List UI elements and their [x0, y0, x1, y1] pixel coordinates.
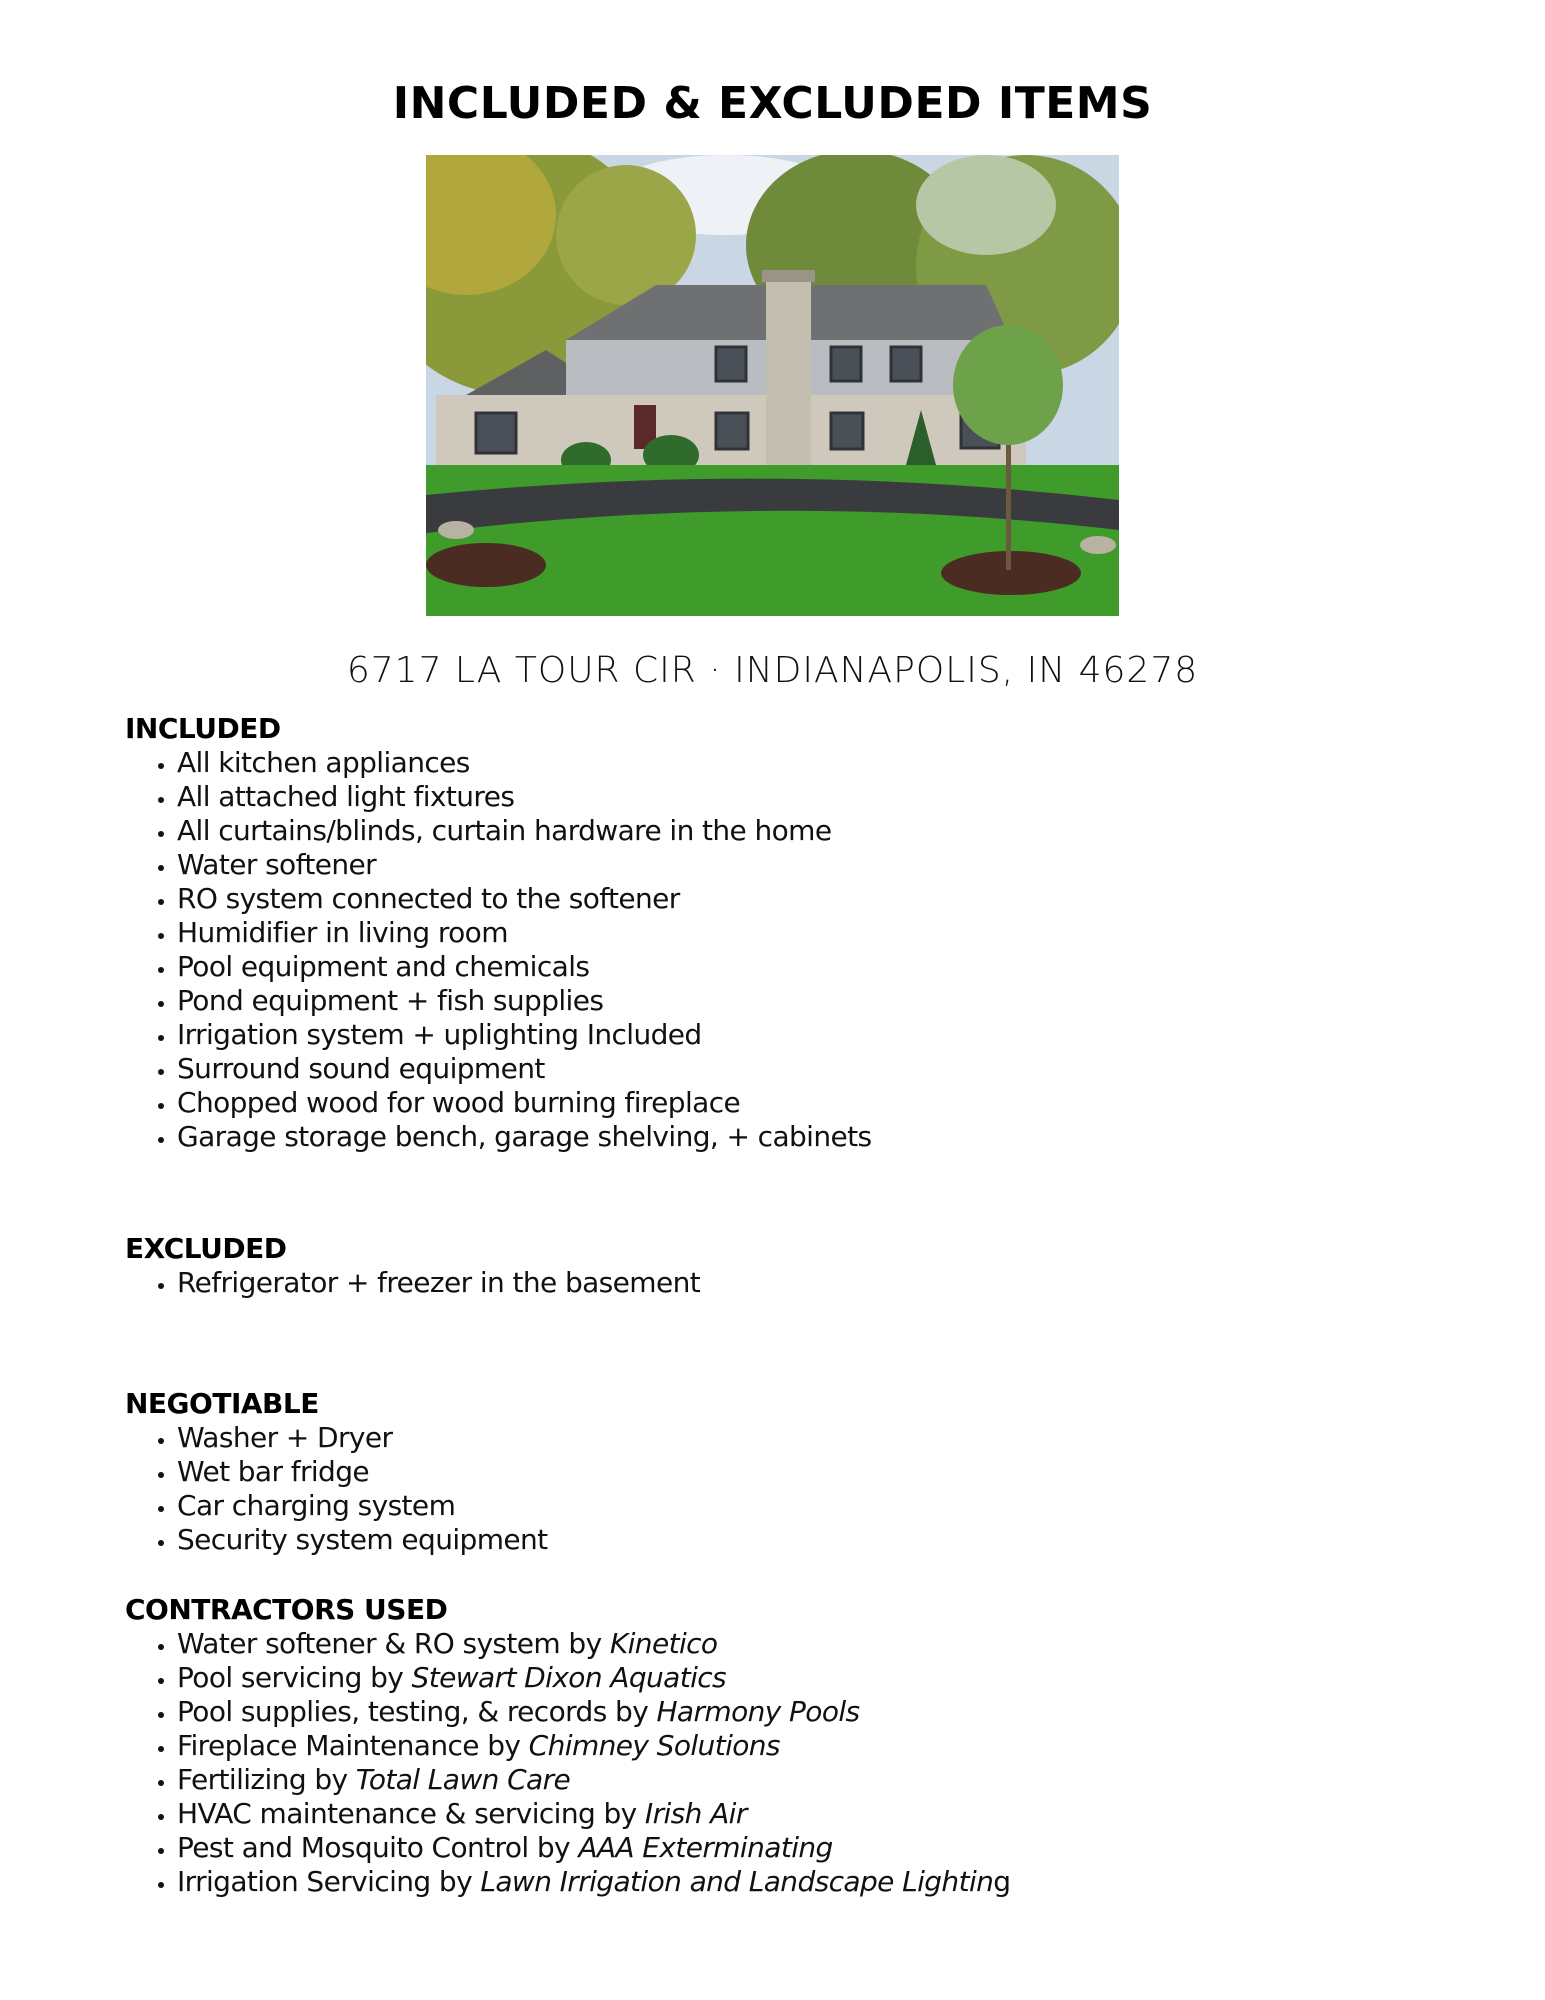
- list-item: • Security system equipment: [177, 1523, 1425, 1557]
- list-item: • Humidifier in living room: [177, 916, 1425, 950]
- list-item: • Wet bar fridge: [177, 1455, 1425, 1489]
- service-label: Water softener & RO system by: [177, 1627, 610, 1660]
- list-item: • Irrigation system + uplighting Included: [177, 1018, 1425, 1052]
- contractors-section: [125, 1593, 1425, 1899]
- excluded-section: [125, 1232, 1425, 1300]
- negotiable-section: [125, 1387, 1425, 1557]
- contractor-name: Kinetico: [609, 1627, 718, 1660]
- contractors-list: [125, 1627, 1425, 1899]
- list-item: • Chopped wood for wood burning fireplace: [177, 1086, 1425, 1120]
- included-heading: INCLUDED: [125, 712, 281, 745]
- list-item: • All curtains/blinds, curtain hardware in the home: [177, 814, 1425, 848]
- service-label: Fertilizing by: [177, 1763, 356, 1796]
- contractor-name: Harmony Pools: [656, 1695, 860, 1728]
- property-address: 6717 LA TOUR CIR · INDIANAPOLIS, IN 46278: [346, 650, 1199, 691]
- service-suffix: g: [993, 1865, 1011, 1898]
- list-item: • Surround sound equipment: [177, 1052, 1425, 1086]
- service-label: Pool supplies, testing, & records by: [177, 1695, 657, 1728]
- list-item: • Washer + Dryer: [177, 1421, 1425, 1455]
- list-item: [177, 1729, 1425, 1763]
- list-item: • All kitchen appliances: [177, 746, 1425, 780]
- service-label: Pool servicing by: [177, 1661, 412, 1694]
- list-item: • Car charging system: [177, 1489, 1425, 1523]
- negotiable-list: [125, 1421, 1425, 1557]
- included-section: [125, 712, 1425, 1154]
- excluded-list: [125, 1266, 1425, 1300]
- service-label: HVAC maintenance & servicing by: [177, 1797, 645, 1830]
- list-item: • Garage storage bench, garage shelving, + cabinets: [177, 1120, 1425, 1154]
- list-item: • Refrigerator + freezer in the basement: [177, 1266, 1425, 1300]
- house-photo-illustration: [426, 155, 1119, 616]
- contractors-heading: CONTRACTORS USED: [125, 1593, 448, 1626]
- list-item: [177, 1831, 1425, 1865]
- list-item: [177, 1865, 1425, 1899]
- list-item: • All attached light fixtures: [177, 780, 1425, 814]
- list-item: [177, 1763, 1425, 1797]
- house-photo: [426, 155, 1119, 616]
- service-label: Pest and Mosquito Control by: [177, 1831, 579, 1864]
- list-item: [177, 1661, 1425, 1695]
- list-item: [177, 1627, 1425, 1661]
- list-item: • RO system connected to the softener: [177, 882, 1425, 916]
- negotiable-heading: NEGOTIABLE: [125, 1387, 319, 1420]
- list-item: • Pool equipment and chemicals: [177, 950, 1425, 984]
- contractor-name: Stewart Dixon Aquatics: [411, 1661, 727, 1694]
- service-label: Fireplace Maintenance by: [177, 1729, 529, 1762]
- list-item: [177, 1695, 1425, 1729]
- contractor-name: Irish Air: [644, 1797, 747, 1830]
- list-item: • Pond equipment + fish supplies: [177, 984, 1425, 1018]
- page-title: INCLUDED & EXCLUDED ITEMS: [392, 78, 1153, 129]
- contractor-name: Total Lawn Care: [355, 1763, 571, 1796]
- included-list: [125, 746, 1425, 1154]
- service-label: Irrigation Servicing by: [177, 1865, 481, 1898]
- list-item: • Water softener: [177, 848, 1425, 882]
- excluded-heading: EXCLUDED: [125, 1232, 287, 1265]
- contractor-name: Chimney Solutions: [528, 1729, 780, 1762]
- contractor-name: Lawn Irrigation and Landscape Lightin: [480, 1865, 994, 1898]
- contractor-name: AAA Exterminating: [578, 1831, 833, 1864]
- list-item: [177, 1797, 1425, 1831]
